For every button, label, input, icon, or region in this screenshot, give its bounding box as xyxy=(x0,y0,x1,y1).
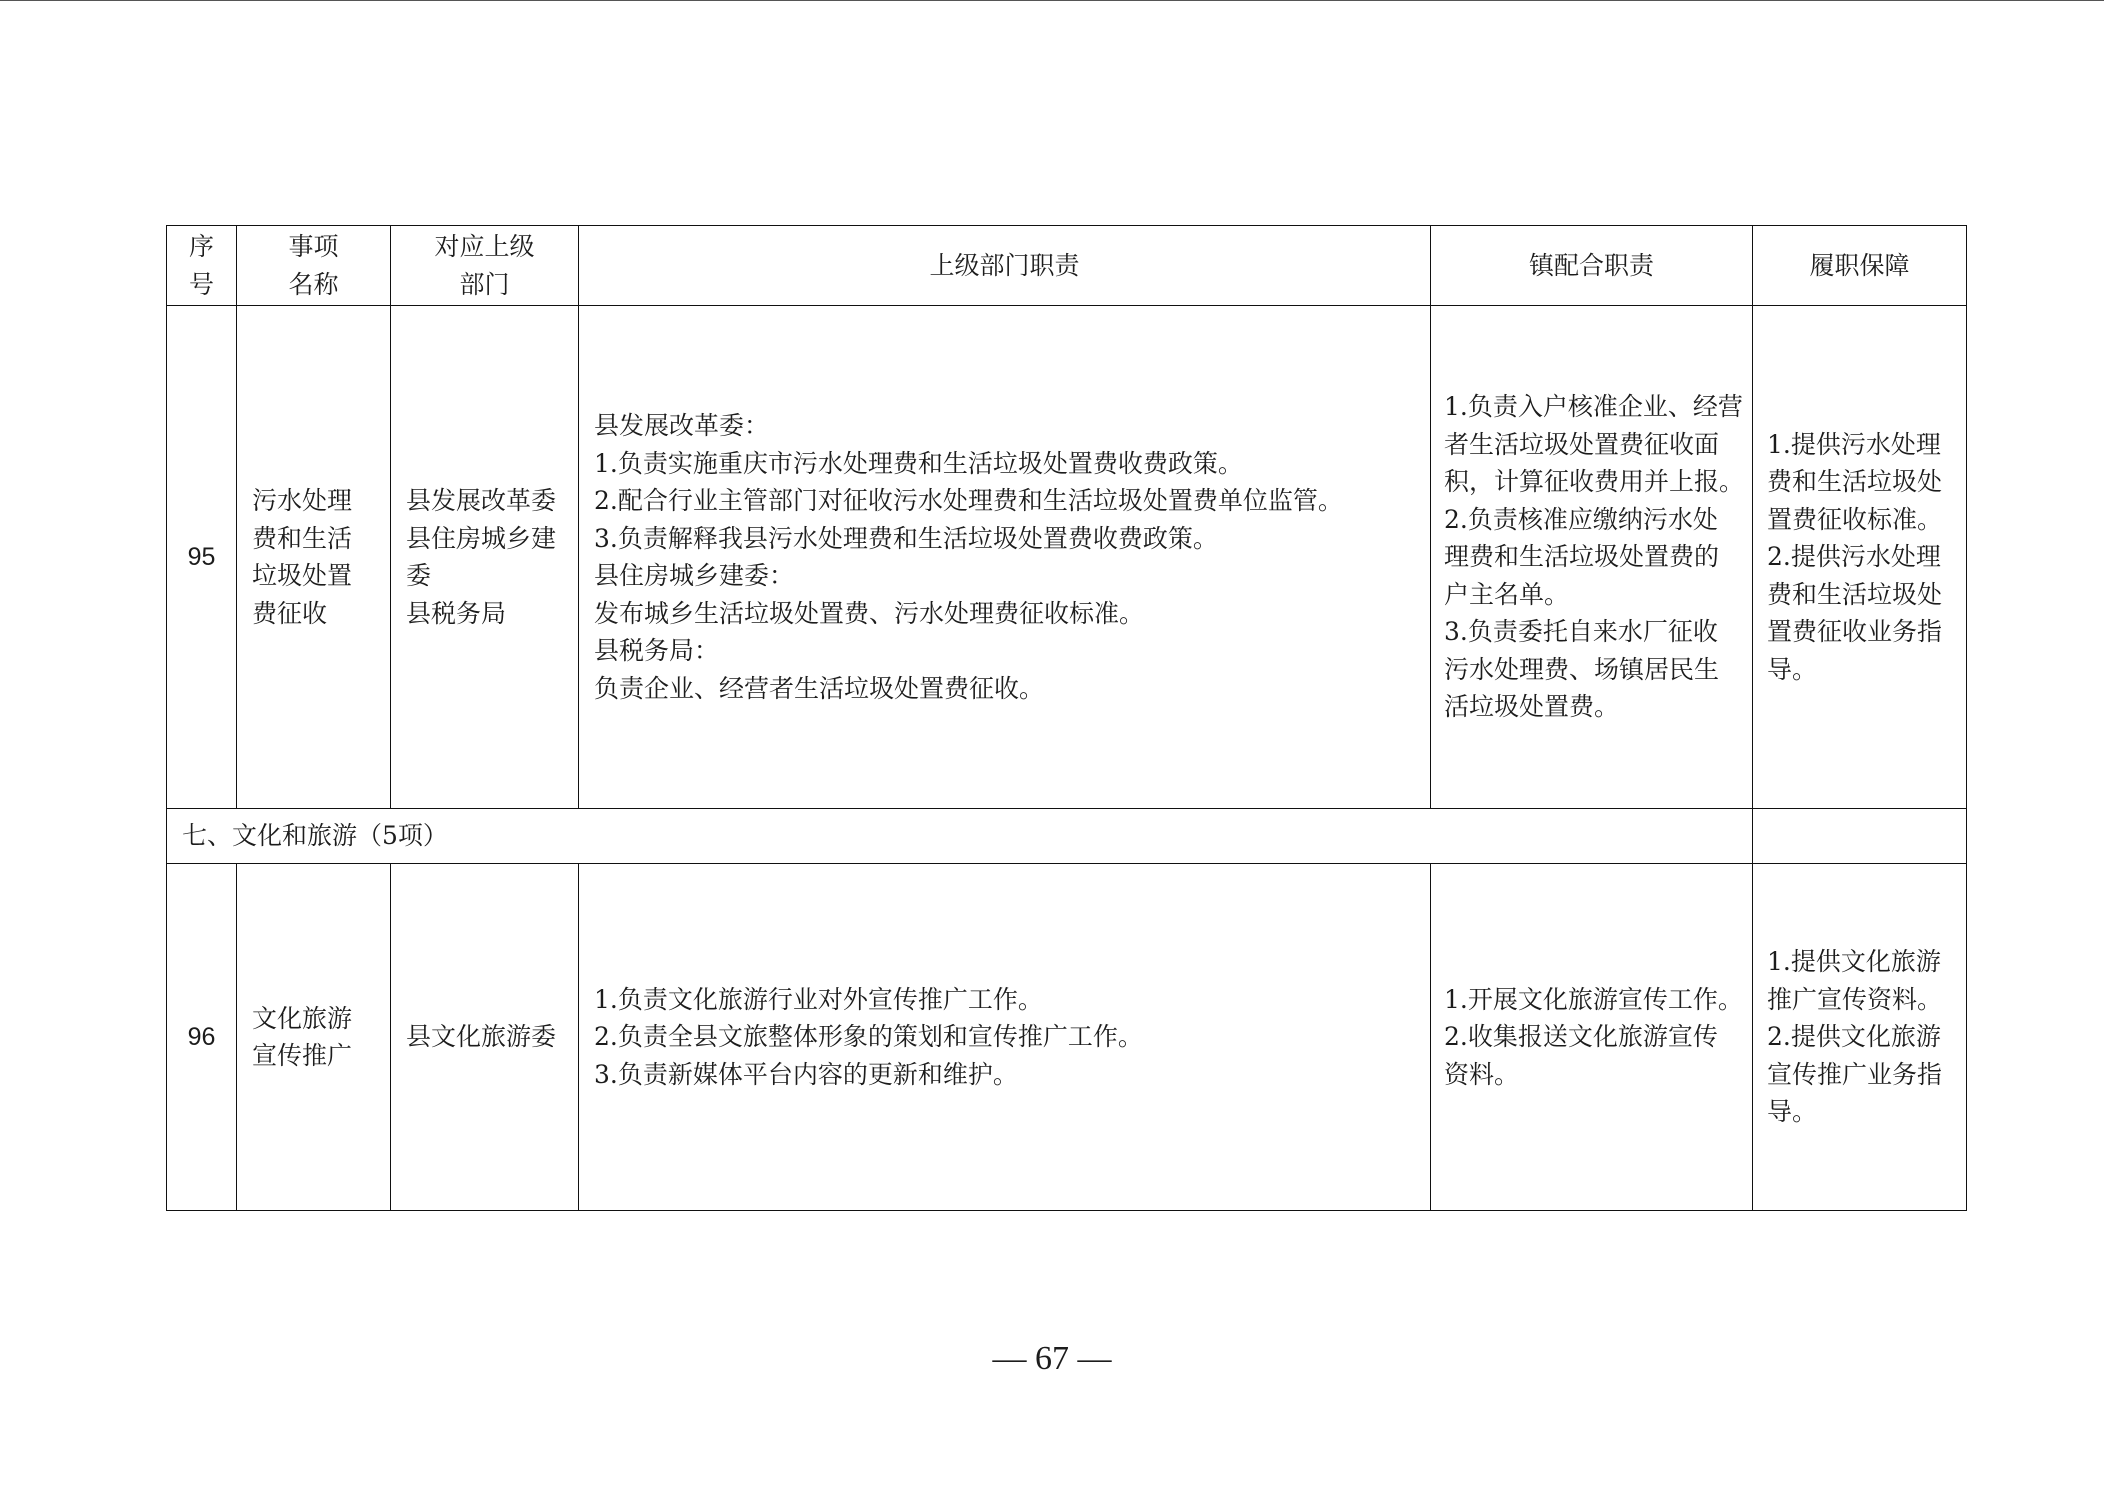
town-duty-line: 1.负责入户核准企业、经营 xyxy=(1444,392,1743,422)
superior-duty-line: 县税务局： xyxy=(594,636,720,665)
section-empty-cell xyxy=(1753,809,1967,864)
guarantee-line: 导。 xyxy=(1767,654,1818,684)
guarantee-line: 2.提供污水处理 xyxy=(1767,542,1941,572)
superior-duty-line: 县发展改革委： xyxy=(594,411,770,440)
town-duty-line: 理费和生活垃圾处置费的 xyxy=(1444,542,1720,572)
header-seq-line: 号 xyxy=(188,269,214,299)
town-duty-line: 资料。 xyxy=(1444,1059,1520,1089)
header-item-name-line: 名称 xyxy=(288,269,339,299)
town-duty-line: 3.负责委托自来水厂征收 xyxy=(1444,617,1718,647)
cell-guarantee xyxy=(1753,306,1967,809)
town-duty-line: 户主名单。 xyxy=(1444,579,1570,609)
page-number: — 67 — xyxy=(992,1340,1112,1377)
guarantee-line: 置费征收业务指 xyxy=(1767,617,1943,647)
superior-duty-line: 3.负责解释我县污水处理费和生活垃圾处置费收费政策。 xyxy=(594,523,1218,553)
town-duty-line: 2.负责核准应缴纳污水处 xyxy=(1444,504,1718,534)
seq-number: 96 xyxy=(187,1022,216,1051)
cell-item-name xyxy=(237,864,391,1211)
cell-guarantee xyxy=(1753,864,1967,1211)
superior-dept-line: 县文化旅游委 xyxy=(406,1022,557,1052)
cell-seq xyxy=(167,306,237,809)
table-row xyxy=(167,864,1967,1211)
guarantee-line: 1.提供污水处理 xyxy=(1767,429,1941,459)
header-guarantee: 履职保障 xyxy=(1753,226,1967,306)
cell-superior-duties xyxy=(579,864,1431,1211)
header-superior-dept xyxy=(391,226,579,306)
guarantee-line: 1.提供文化旅游 xyxy=(1767,947,1941,977)
town-duty-line: 者生活垃圾处置费征收面 xyxy=(1444,429,1720,459)
cell-superior-dept xyxy=(391,864,579,1211)
section-row xyxy=(167,809,1967,864)
duty-table xyxy=(166,225,1967,1211)
header-superior-dept-line: 部门 xyxy=(459,269,510,299)
cell-superior-duties xyxy=(579,306,1431,809)
header-row xyxy=(167,226,1967,306)
guarantee-line: 宣传推广业务指 xyxy=(1767,1059,1943,1089)
section-title: 七、文化和旅游（5项） xyxy=(167,809,1753,864)
town-duty-line: 污水处理费、场镇居民生 xyxy=(1444,654,1720,684)
town-duty-line: 2.收集报送文化旅游宣传 xyxy=(1444,1022,1718,1052)
header-superior-dept-line: 对应上级 xyxy=(434,232,535,261)
town-duty-line: 活垃圾处置费。 xyxy=(1444,692,1620,722)
header-item-name-line: 事项 xyxy=(288,232,339,261)
header-item-name xyxy=(237,226,391,306)
guarantee-line: 费和生活垃圾处 xyxy=(1767,579,1943,609)
cell-superior-dept xyxy=(391,306,579,809)
header-town-duties: 镇配合职责 xyxy=(1431,226,1753,306)
superior-duty-line: 负责企业、经营者生活垃圾处置费征收。 xyxy=(594,673,1045,703)
table-row xyxy=(167,306,1967,809)
town-duty-line: 1.开展文化旅游宣传工作。 xyxy=(1444,984,1743,1014)
cell-town-duties xyxy=(1431,306,1753,809)
guarantee-line: 推广宣传资料。 xyxy=(1767,984,1943,1014)
header-seq-line: 序 xyxy=(188,232,214,261)
town-duty-line: 积，计算征收费用并上报。 xyxy=(1444,467,1745,497)
item-name-line: 垃圾处置 xyxy=(252,561,353,590)
item-name-line: 费征收 xyxy=(252,598,328,628)
superior-duty-line: 县住房城乡建委： xyxy=(594,561,795,590)
superior-duty-line: 2.负责全县文旅整体形象的策划和宣传推广工作。 xyxy=(594,1022,1143,1052)
cell-town-duties xyxy=(1431,864,1753,1211)
cell-seq xyxy=(167,864,237,1211)
superior-dept-line: 委 xyxy=(406,561,432,590)
guarantee-line: 置费征收标准。 xyxy=(1767,504,1943,534)
item-name-line: 文化旅游 xyxy=(252,1003,353,1033)
cell-item-name xyxy=(237,306,391,809)
superior-duty-line: 1.负责实施重庆市污水处理费和生活垃圾处置费收费政策。 xyxy=(594,448,1243,478)
seq-number: 95 xyxy=(187,542,216,571)
page-top-rule xyxy=(0,0,2104,1)
superior-duty-line: 发布城乡生活垃圾处置费、污水处理费征收标准。 xyxy=(594,598,1145,628)
superior-duty-line: 1.负责文化旅游行业对外宣传推广工作。 xyxy=(594,984,1043,1014)
superior-dept-line: 县发展改革委 xyxy=(406,486,557,515)
guarantee-line: 费和生活垃圾处 xyxy=(1767,467,1943,497)
superior-dept-line: 县住房城乡建 xyxy=(406,523,557,553)
superior-duty-line: 2.配合行业主管部门对征收污水处理费和生活垃圾处置费单位监管。 xyxy=(594,486,1343,515)
superior-dept-line: 县税务局 xyxy=(406,598,507,628)
superior-duty-line: 3.负责新媒体平台内容的更新和维护。 xyxy=(594,1059,1018,1089)
item-name-line: 污水处理 xyxy=(252,486,353,515)
header-seq xyxy=(167,226,237,306)
header-superior-duties: 上级部门职责 xyxy=(579,226,1431,306)
item-name-line: 费和生活 xyxy=(252,523,353,553)
guarantee-line: 导。 xyxy=(1767,1097,1818,1127)
item-name-line: 宣传推广 xyxy=(252,1041,353,1070)
guarantee-line: 2.提供文化旅游 xyxy=(1767,1022,1941,1052)
